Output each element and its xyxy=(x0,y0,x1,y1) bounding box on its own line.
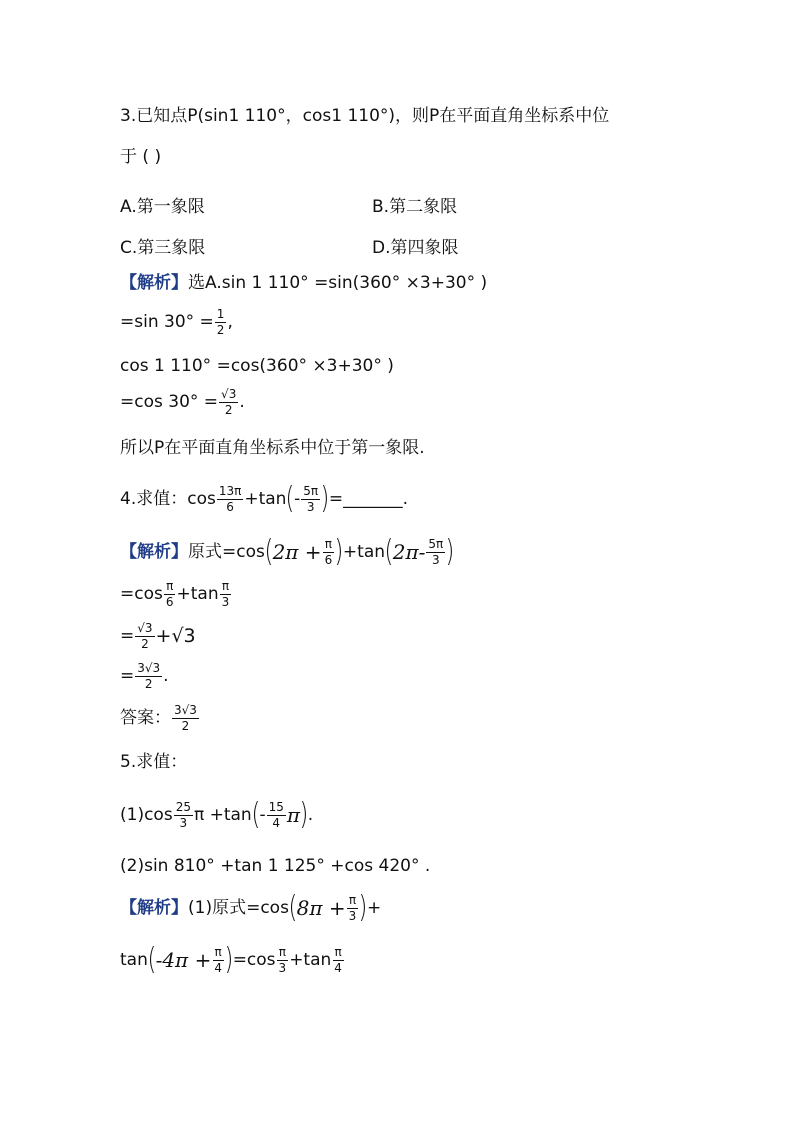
fraction-pi-over-3: $\frac{\pi}{3}$ xyxy=(348,892,357,923)
fraction-sqrt3-over-2: $\frac{√3}{2}$ xyxy=(221,387,237,417)
q4-answer xyxy=(120,704,200,732)
q4-analysis-line2: =cos $\frac{\pi}{6}$ +tan $\frac{\pi}{3}$ xyxy=(120,579,230,609)
fraction-half: $\frac{1}{2}$ xyxy=(216,307,225,337)
fraction-3sqrt3-over-2: $\frac{3√3}{2}$ xyxy=(137,661,161,691)
answer-label: 答案： xyxy=(120,707,171,728)
q3-option-b: B.第二象限 xyxy=(372,197,458,217)
q3-option-a: A.第一象限 xyxy=(120,197,205,217)
q4-analysis-line4: = $\frac{3√3}{2}$ . xyxy=(120,661,169,691)
q3-analysis-line4: =cos 30° = $\frac{√3}{2}$ . xyxy=(120,387,245,417)
q3-line2: 于 ( ) xyxy=(120,147,162,167)
fraction-pi-over-3: $\frac{\pi}{3}$ xyxy=(278,944,287,975)
analysis-text: 选A.sin 1 110° =sin(360° ×3+30° ) xyxy=(188,273,488,293)
fraction-25-over-3: $\frac{25}{3}$ xyxy=(175,799,191,830)
answer-blank: =_______. xyxy=(328,488,409,509)
q4-analysis-line3: = $\frac{√3}{2}$ +√3 xyxy=(120,621,196,651)
q4-question: 4.求值：cos $\frac{13\pi}{6}$ +tan ( - $\frac{5\pi}{3}$ ) =_______. xyxy=(120,481,409,516)
q3-option-d: D.第四象限 xyxy=(372,238,459,258)
fraction-5pi-over-3: $\frac{5\pi}{3}$ xyxy=(428,536,444,567)
q4-analysis-line1: 【解析】 原式=cos ( 2π + $\frac{\pi}{6}$ ) +tan ( 2π- $\frac{5\pi}{3}$ ) xyxy=(120,534,455,569)
fraction-pi-over-6: $\frac{\pi}{6}$ xyxy=(165,579,174,609)
q3-analysis-line5: 所以P在平面直角坐标系中位于第一象限. xyxy=(120,438,425,458)
fraction-15-over-4: $\frac{15}{4}$ xyxy=(268,799,284,830)
fraction-pi-over-4: $\frac{\pi}{4}$ xyxy=(334,944,342,975)
fraction-pi-over-4: $\frac{\pi}{4}$ xyxy=(214,944,222,975)
analysis-tag: 【解析】 xyxy=(120,541,188,562)
q3-option-c: C.第三象限 xyxy=(120,238,206,258)
analysis-tag: 【解析】 xyxy=(120,897,188,918)
q3-analysis-line3: cos 1 110° =cos(360° ×3+30° ) xyxy=(120,356,394,376)
q3-analysis-line1 xyxy=(120,275,487,292)
fraction-13pi-over-6: $\frac{13\pi}{6}$ xyxy=(218,483,242,514)
q5-analysis-line1: 【解析】 (1)原式=cos ( 8π + $\frac{\pi}{3}$ ) + xyxy=(120,890,382,925)
analysis-tag: 【解析】 xyxy=(120,273,188,293)
q4-prefix: 4.求值：cos xyxy=(120,488,216,509)
analysis-text: =sin 30° = xyxy=(120,311,214,332)
q4-plus-tan: +tan xyxy=(244,488,287,509)
q5-part2: (2)sin 810° +tan 1 125° +cos 420° . xyxy=(120,856,431,876)
analysis-text: =cos 30° = xyxy=(120,391,219,412)
analysis-text: 原式=cos xyxy=(188,541,265,562)
q3-analysis-line2: =sin 30° = $\frac{1}{2}$ , xyxy=(120,307,233,337)
fraction-pi-over-6: $\frac{\pi}{6}$ xyxy=(324,536,333,567)
fraction-sqrt3-over-2: $\frac{√3}{2}$ xyxy=(137,621,153,651)
q5-title: 5.求值： xyxy=(120,752,188,772)
fraction-5pi-over-3: $\frac{5\pi}{3}$ xyxy=(303,483,319,514)
q5-analysis-line2: tan ( -4π + $\frac{\pi}{4}$ ) =cos $\frac{\pi}{3}$ +tan $\frac{\pi}{4}$ xyxy=(120,942,342,977)
fraction-pi-over-3: $\frac{\pi}{3}$ xyxy=(221,579,230,609)
fraction-3sqrt3-over-2: $\frac{3√3}{2}$ xyxy=(174,703,197,733)
q5-part1: (1)cos $\frac{25}{3}$ π +tan ( - $\frac{15}{4}$ π ) . xyxy=(120,797,314,832)
q3-line1: 3.已知点P(sin1 110°，cos1 110°)，则P在平面直角坐标系中位 xyxy=(120,106,610,126)
